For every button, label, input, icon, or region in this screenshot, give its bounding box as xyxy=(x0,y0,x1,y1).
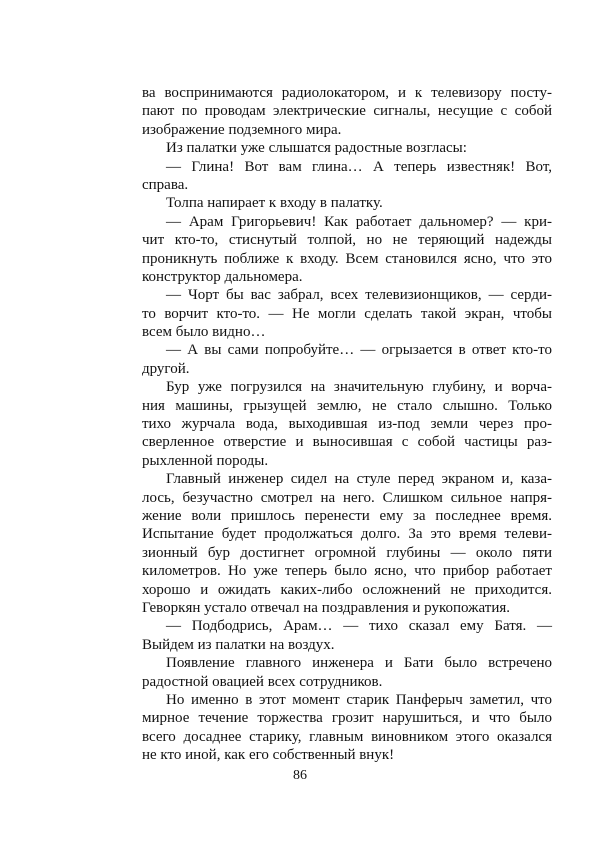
text-line: Геворкян устало отвечал на поздравления и рукопожатия. xyxy=(142,599,511,616)
text-line: Толпа напирает к входу в палатку. xyxy=(166,195,383,212)
text-line: Испытание будет продолжаться долго. За это время телеви- xyxy=(142,526,552,543)
text-line: — Чорт бы вас забрал, всех телевизионщиков, — серди- xyxy=(166,287,552,304)
text-line: конструктор дальномера. xyxy=(142,268,303,285)
text-line: тихо журчала вода, выходившая из-под земли через про- xyxy=(142,416,552,433)
text-line: — Арам Григорьевич! Как работает дальномер? — кри- xyxy=(166,213,552,230)
text-line: изображение подземного мира. xyxy=(142,121,342,138)
text-line: рыхленной породы. xyxy=(142,452,269,469)
text-line: сверленное отверстие и выносившая с собой частицы раз- xyxy=(142,434,552,451)
text-line: мирное течение торжества грозит нарушиться, и что было xyxy=(142,710,552,727)
text-line: жение воли пришлось перенести ему за последнее время. xyxy=(142,507,552,524)
text-line: Появление главного инженера и Бати было встречено xyxy=(166,655,552,672)
text-line: Из палатки уже слышатся радостные возгласы: xyxy=(166,140,467,157)
text-line: Но именно в этот момент старик Панферыч заметил, что xyxy=(166,691,552,708)
text-line: ния машины, грызущей землю, не стало слышно. Только xyxy=(142,397,552,414)
text-line: не кто иной, как его собственный внук! xyxy=(142,747,395,764)
text-line: хорошо и ожидать каких-либо осложнений не приходится. xyxy=(142,581,552,598)
text-line: километров. Но уже теперь было ясно, что прибор работает xyxy=(142,563,552,580)
text-line: — Глина! Вот вам глина… А теперь известняк! Вот, xyxy=(166,158,552,175)
text-line: ва воспринимаются радиолокатором, и к телевизору посту- xyxy=(142,85,552,101)
text-line: радостной овацией всех сотрудников. xyxy=(142,673,383,690)
text-line: Выйдем из палатки на воздух. xyxy=(142,636,335,653)
text-line: справа. xyxy=(142,176,189,193)
text-line: чит кто-то, стиснутый толпой, но не теряющий надежды xyxy=(142,232,552,249)
page-text xyxy=(142,84,552,764)
text-line: зионный бур достигнет огромной глубины — около пяти xyxy=(142,544,552,561)
text-line: Бур уже погрузился на значительную глубину, и ворча- xyxy=(166,379,552,396)
text-line: проникнуть поближе к входу. Всем становился ясно, что это xyxy=(142,250,552,267)
page-number: 86 xyxy=(293,768,307,783)
text-line: лось, безучастно смотрел на него. Слишком сильное напря- xyxy=(142,489,552,506)
text-line: то ворчит кто-то. — Не могли сделать такой экран, чтобы xyxy=(142,305,552,322)
text-line: другой. xyxy=(142,360,190,377)
text-line: — А вы сами попробуйте… — огрызается в ответ кто-то xyxy=(166,342,552,359)
text-line: Главный инженер сидел на стуле перед экраном и, каза- xyxy=(166,471,552,488)
text-line: — Подбодрись, Арам… — тихо сказал ему Батя. — xyxy=(166,618,552,635)
text-line: пают по проводам электрические сигналы, несущие с собой xyxy=(142,103,552,120)
text-line: всего досаднее старику, главным виновником этого оказался xyxy=(142,728,552,745)
text-line: всем было видно… xyxy=(142,324,266,341)
